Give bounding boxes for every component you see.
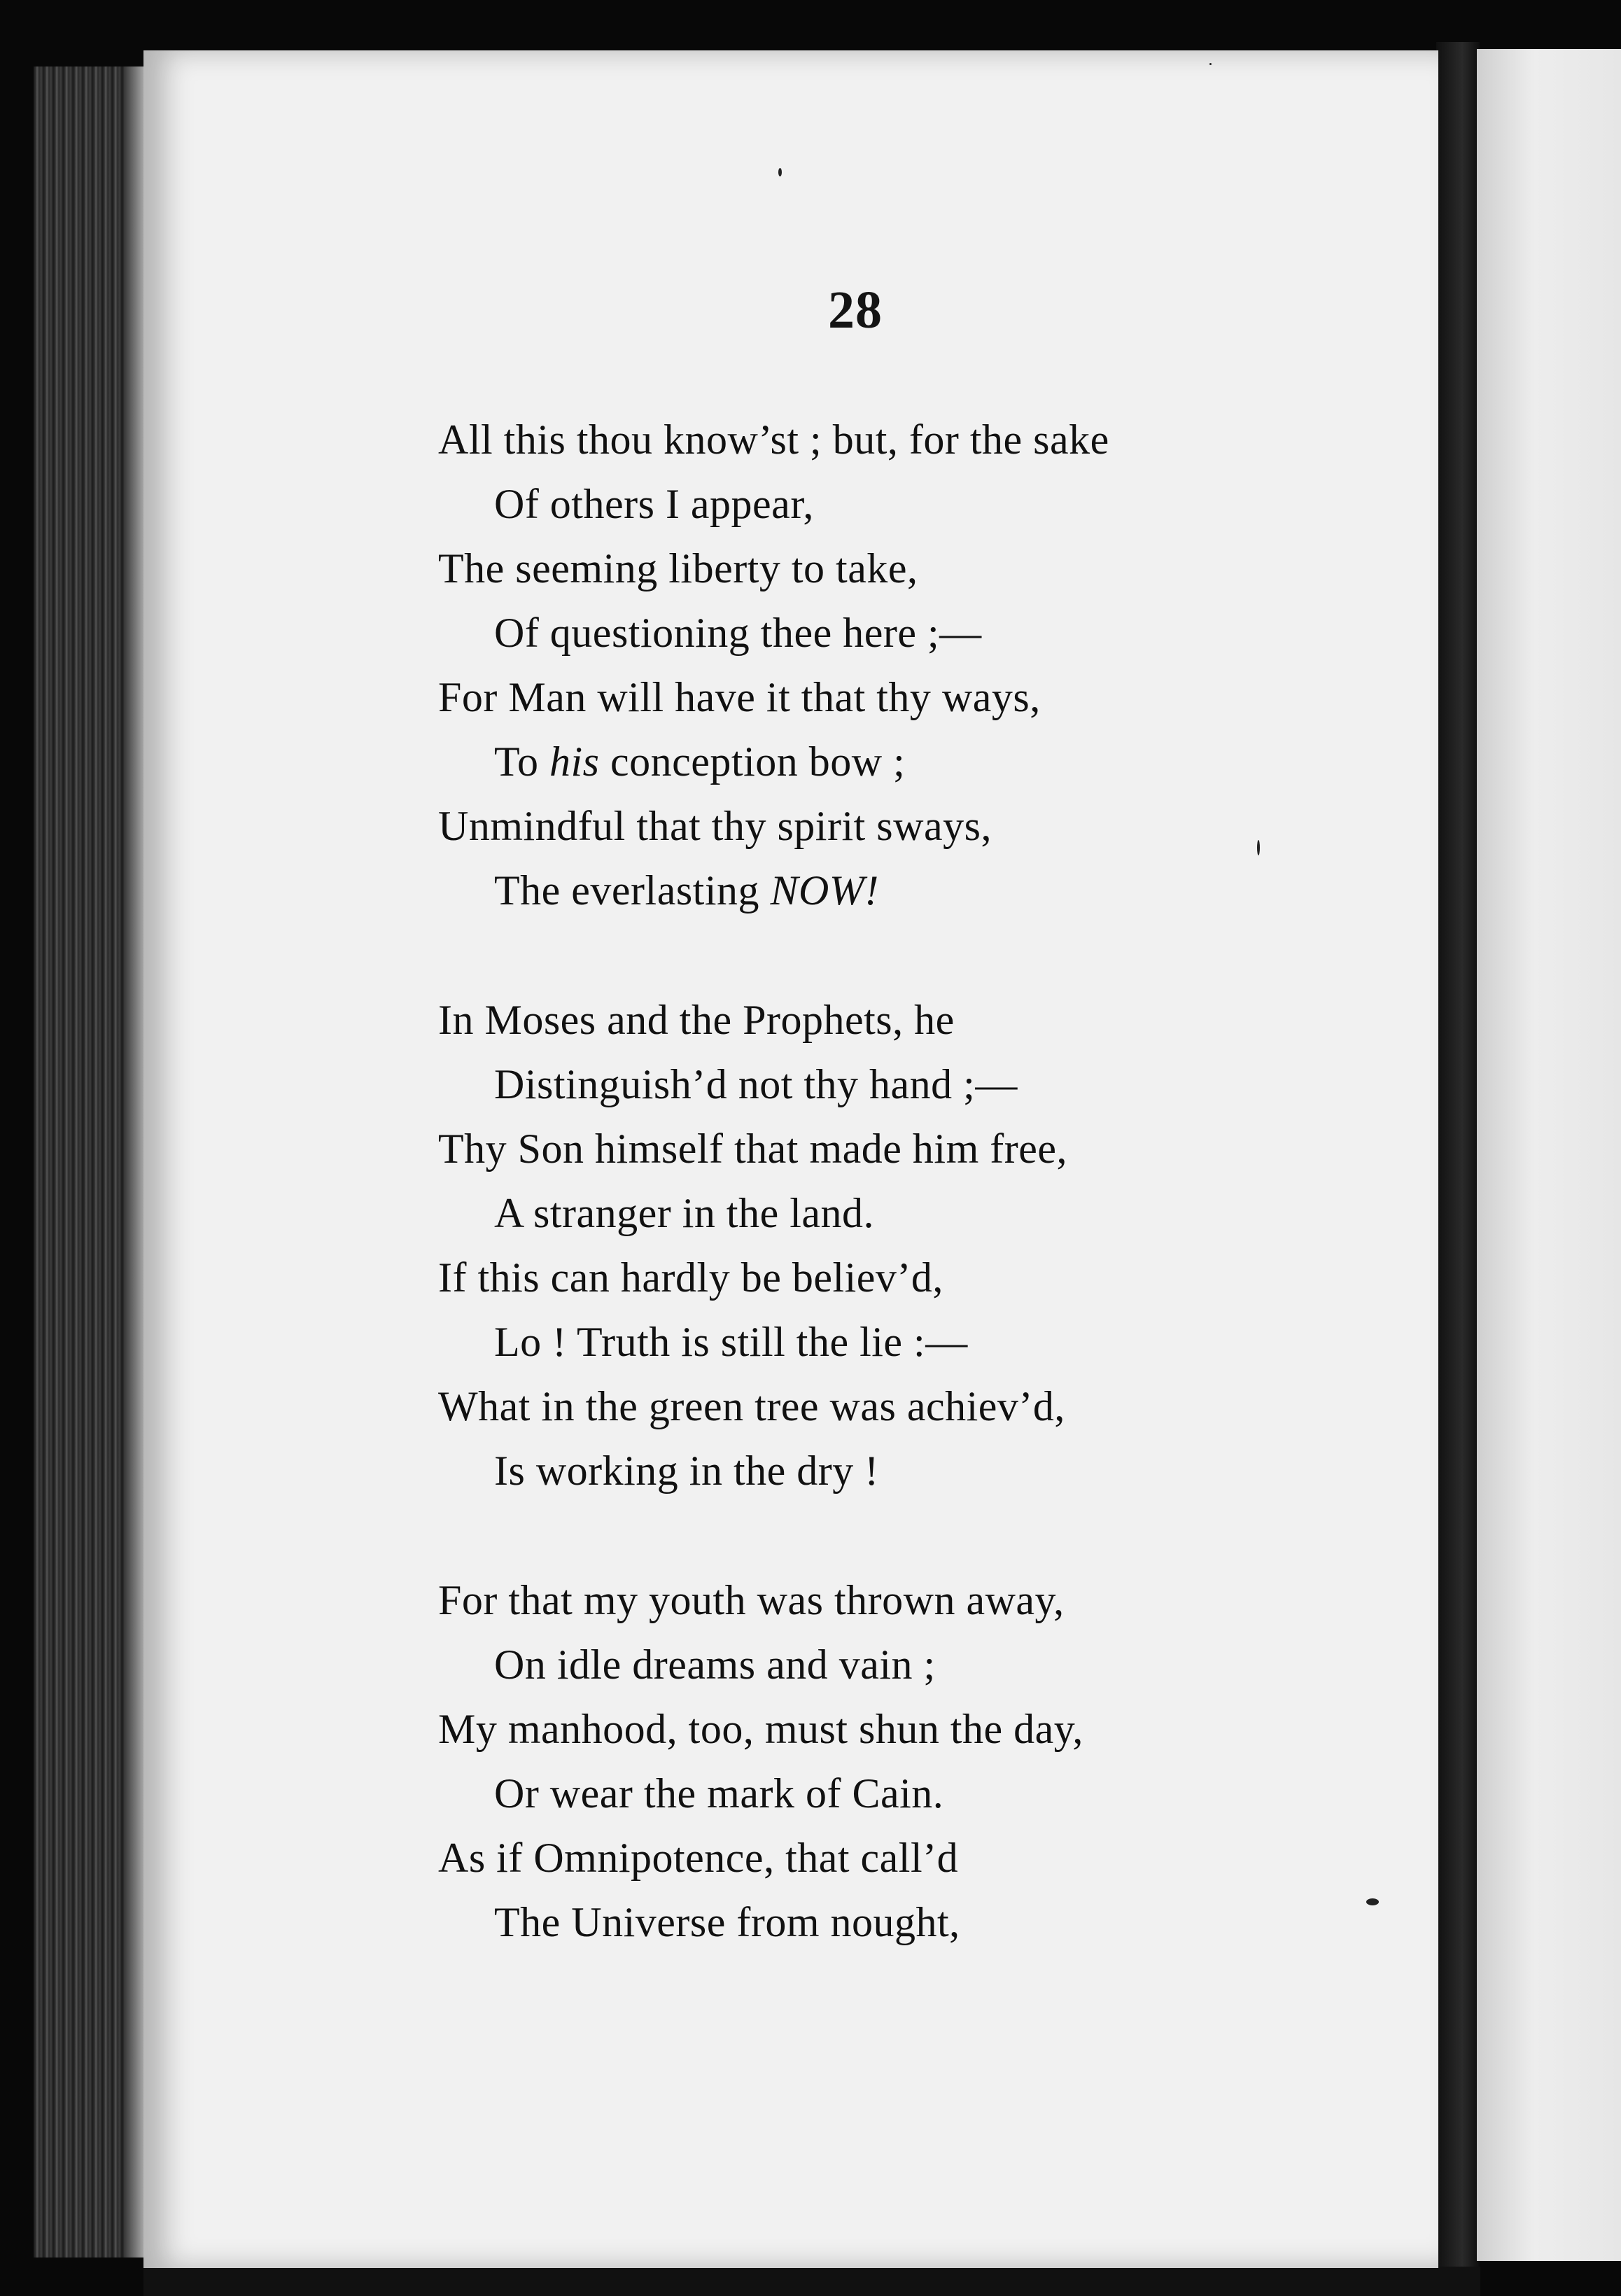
stanza-break (438, 1503, 1348, 1568)
page-speck (778, 168, 782, 176)
page-speck (1366, 1898, 1379, 1905)
line-text: The everlasting (494, 867, 771, 913)
poem-line: In Moses and the Prophets, he (438, 997, 955, 1043)
emphasis-text: NOW! (770, 867, 879, 913)
poem-line (438, 858, 1348, 923)
poem-line: For Man will have it that thy ways, (438, 674, 1041, 720)
bottom-shadow (143, 2267, 1480, 2296)
poem-line: Unmindful that thy spirit sways, (438, 803, 992, 849)
stanza-2 (438, 988, 1348, 1503)
poem-line: Distinguish’d not thy hand ;— (494, 1061, 1018, 1107)
stanza-break (438, 923, 1348, 988)
poem-line: Of others I appear, (494, 481, 814, 527)
poem-line: For that my youth was thrown away, (438, 1577, 1065, 1623)
poem-line: All this thou know’st ; but, for the sake (438, 416, 1109, 463)
poem (438, 407, 1348, 1954)
poem-line: On idle dreams and vain ; (494, 1642, 936, 1688)
poem-line: What in the green tree was achiev’d, (438, 1383, 1065, 1429)
poem-line: A stranger in the land. (494, 1190, 875, 1236)
poem-line: Lo ! Truth is still the lie :— (494, 1319, 968, 1365)
poem-line: Or wear the mark of Cain. (494, 1770, 944, 1816)
stanza-1 (438, 407, 1348, 923)
poem-line: If this can hardly be believ’d, (438, 1254, 943, 1301)
poem-line: Is working in the dry ! (494, 1448, 879, 1494)
poem-line (438, 729, 1348, 794)
book-gutter (1436, 42, 1480, 2282)
emphasis-text: his (549, 738, 600, 785)
poem-line: My manhood, too, must shun the day, (438, 1706, 1083, 1752)
page-speck (1257, 840, 1260, 855)
facing-page-edge (1477, 49, 1621, 2261)
poem-line: Thy Son himself that made him free, (438, 1126, 1067, 1172)
poem-line: The seeming liberty to take, (438, 545, 918, 592)
page-speck (1209, 63, 1212, 65)
poem-line: As if Omnipotence, that call’d (438, 1835, 959, 1881)
page-number: 28 (828, 281, 883, 340)
page-edges-binding (34, 66, 153, 2258)
poem-line: Of questioning thee here ;— (494, 610, 982, 656)
poem-line: The Universe from nought, (494, 1899, 960, 1945)
line-text: To (494, 738, 549, 785)
line-text: conception bow ; (599, 738, 906, 785)
stanza-3 (438, 1568, 1348, 1954)
